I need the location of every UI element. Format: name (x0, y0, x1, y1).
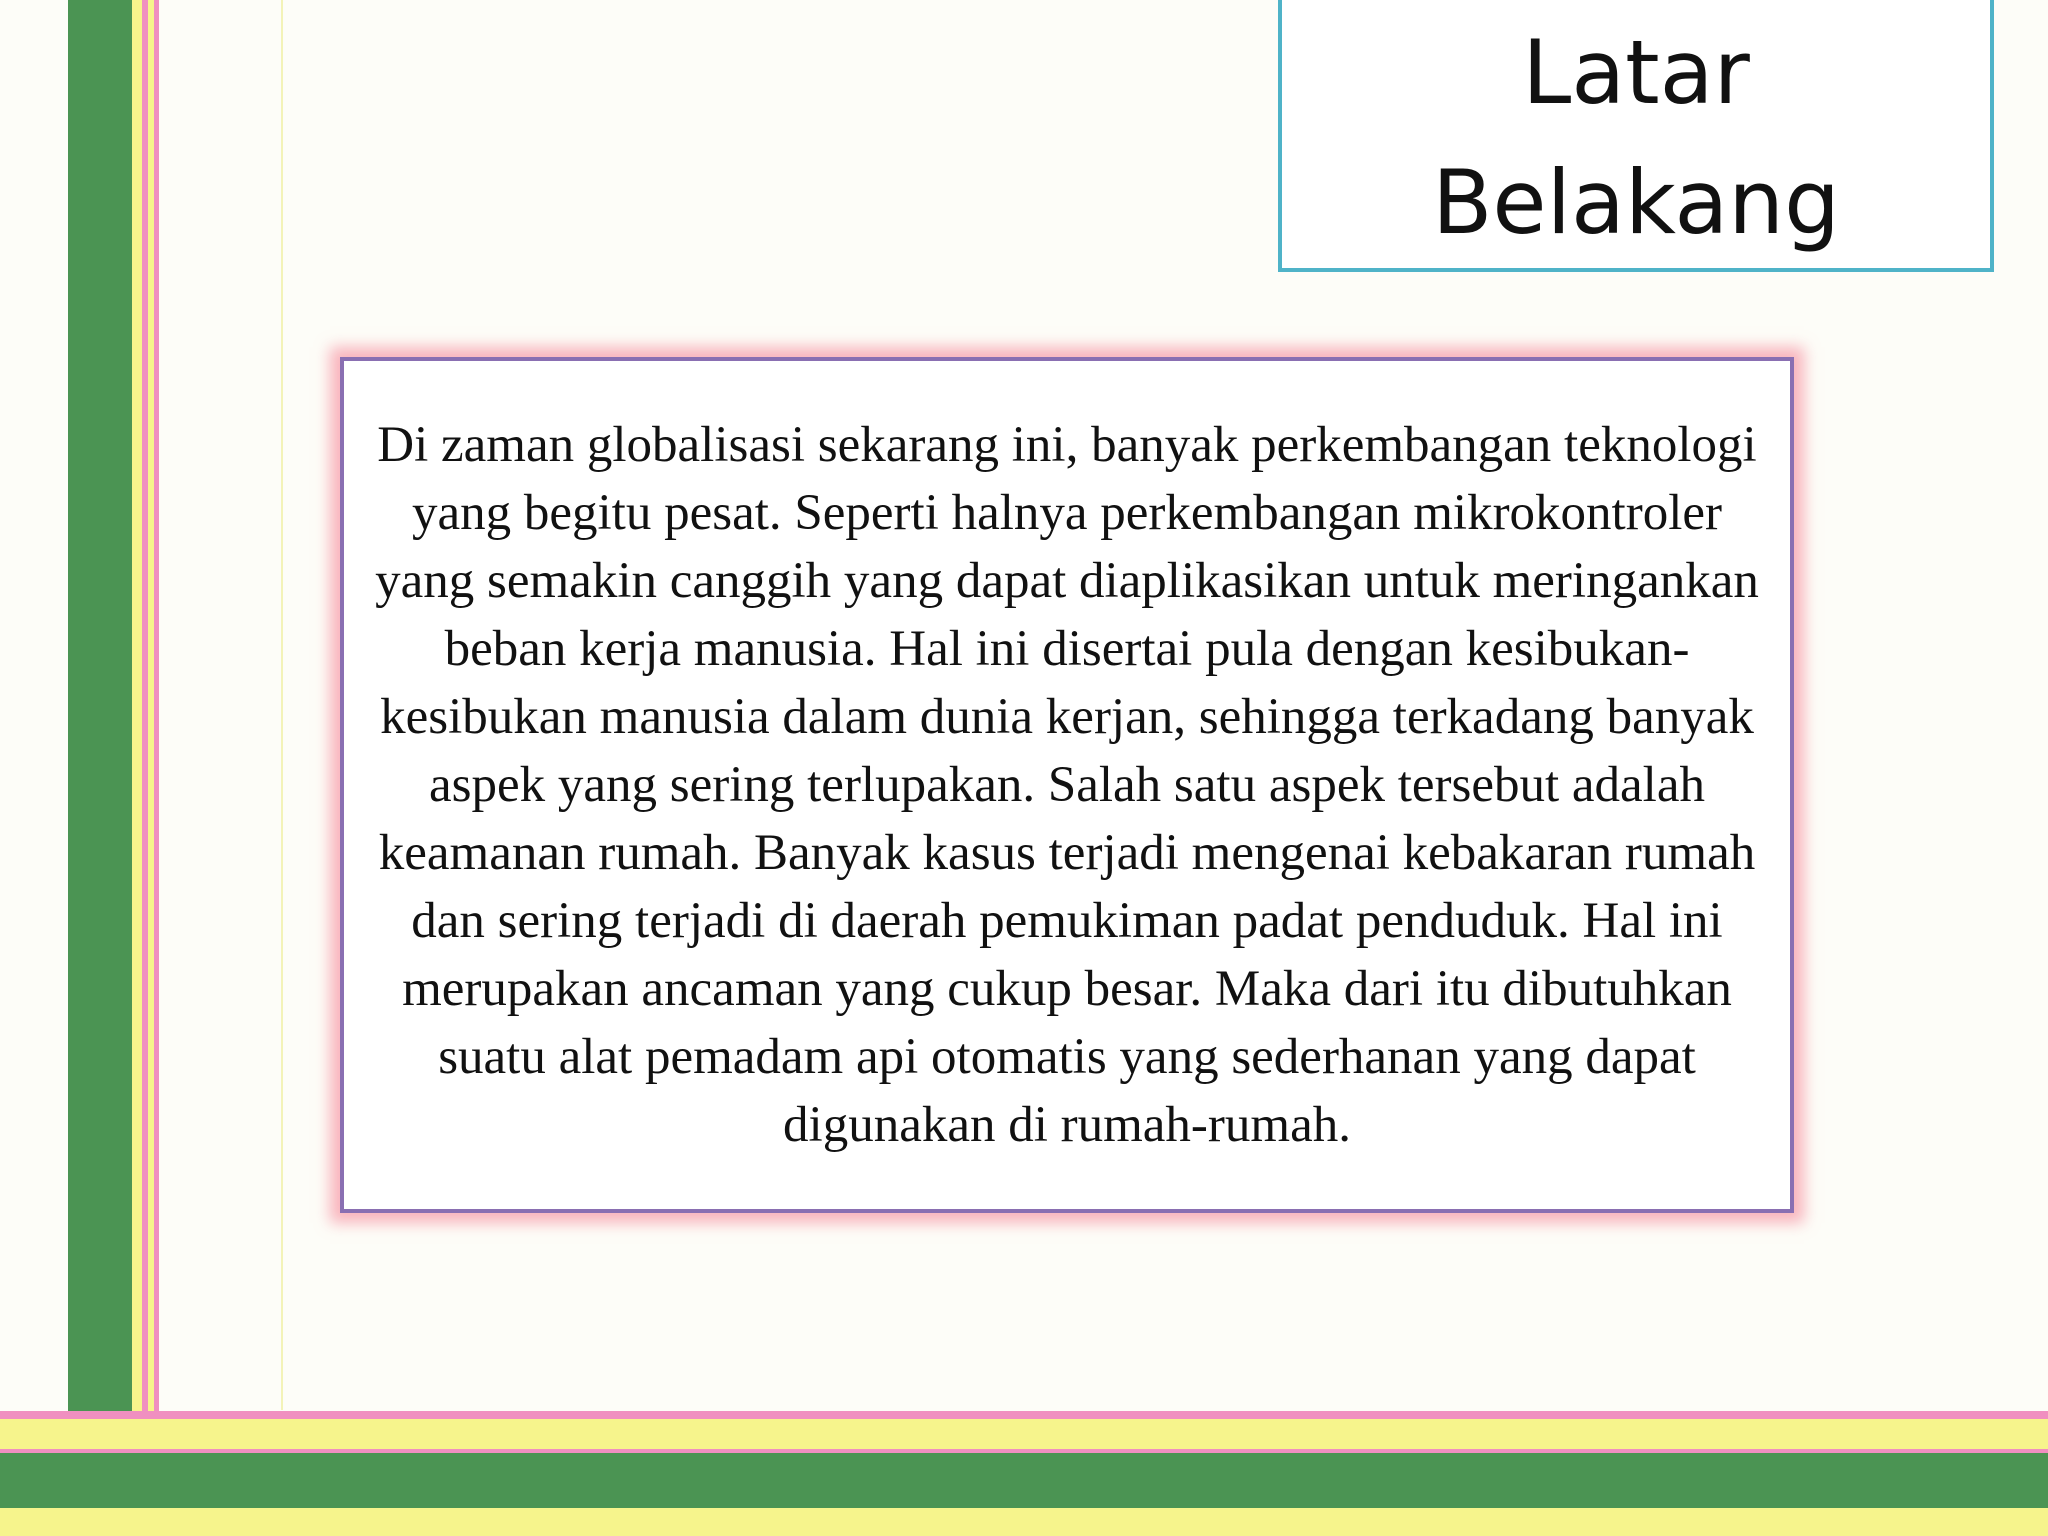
bottom-yellow-stripe-2 (0, 1508, 2048, 1536)
left-thin-guide-line (281, 0, 283, 1410)
slide-title: Latar Belakang (1432, 21, 1840, 254)
left-green-stripe (68, 0, 132, 1536)
left-pink-stripe-2 (154, 0, 159, 1536)
bottom-green-stripe (0, 1453, 2048, 1508)
title-box (1278, 0, 1994, 272)
bottom-yellow-stripe (0, 1419, 2048, 1449)
bottom-pink-stripe (0, 1411, 2048, 1419)
left-yellow-stripe (132, 0, 142, 1536)
body-paragraph: Di zaman globalisasi sekarang ini, banyak perkembangan teknologi yang begitu pesat. Seperti halnya perkembangan mikrokontroler yang semakin canggih yang dapat diaplikasikan untuk meringankan beban kerja manusia. Hal ini disertai pula dengan kesibukan-kesibukan manusia dalam dunia kerjan, sehingga terkadang banyak aspek yang sering terlupakan. Salah satu aspek tersebut adalah keamanan rumah. Banyak kasus terjadi mengenai kebakaran rumah dan sering terjadi di daerah pemukiman padat penduduk. Hal ini merupakan ancaman yang cukup besar. Maka dari itu dibutuhkan suatu alat pemadam api otomatis yang sederhanan yang dapat digunakan di rumah-rumah. (375, 417, 1759, 1153)
body-text-box (340, 357, 1794, 1213)
